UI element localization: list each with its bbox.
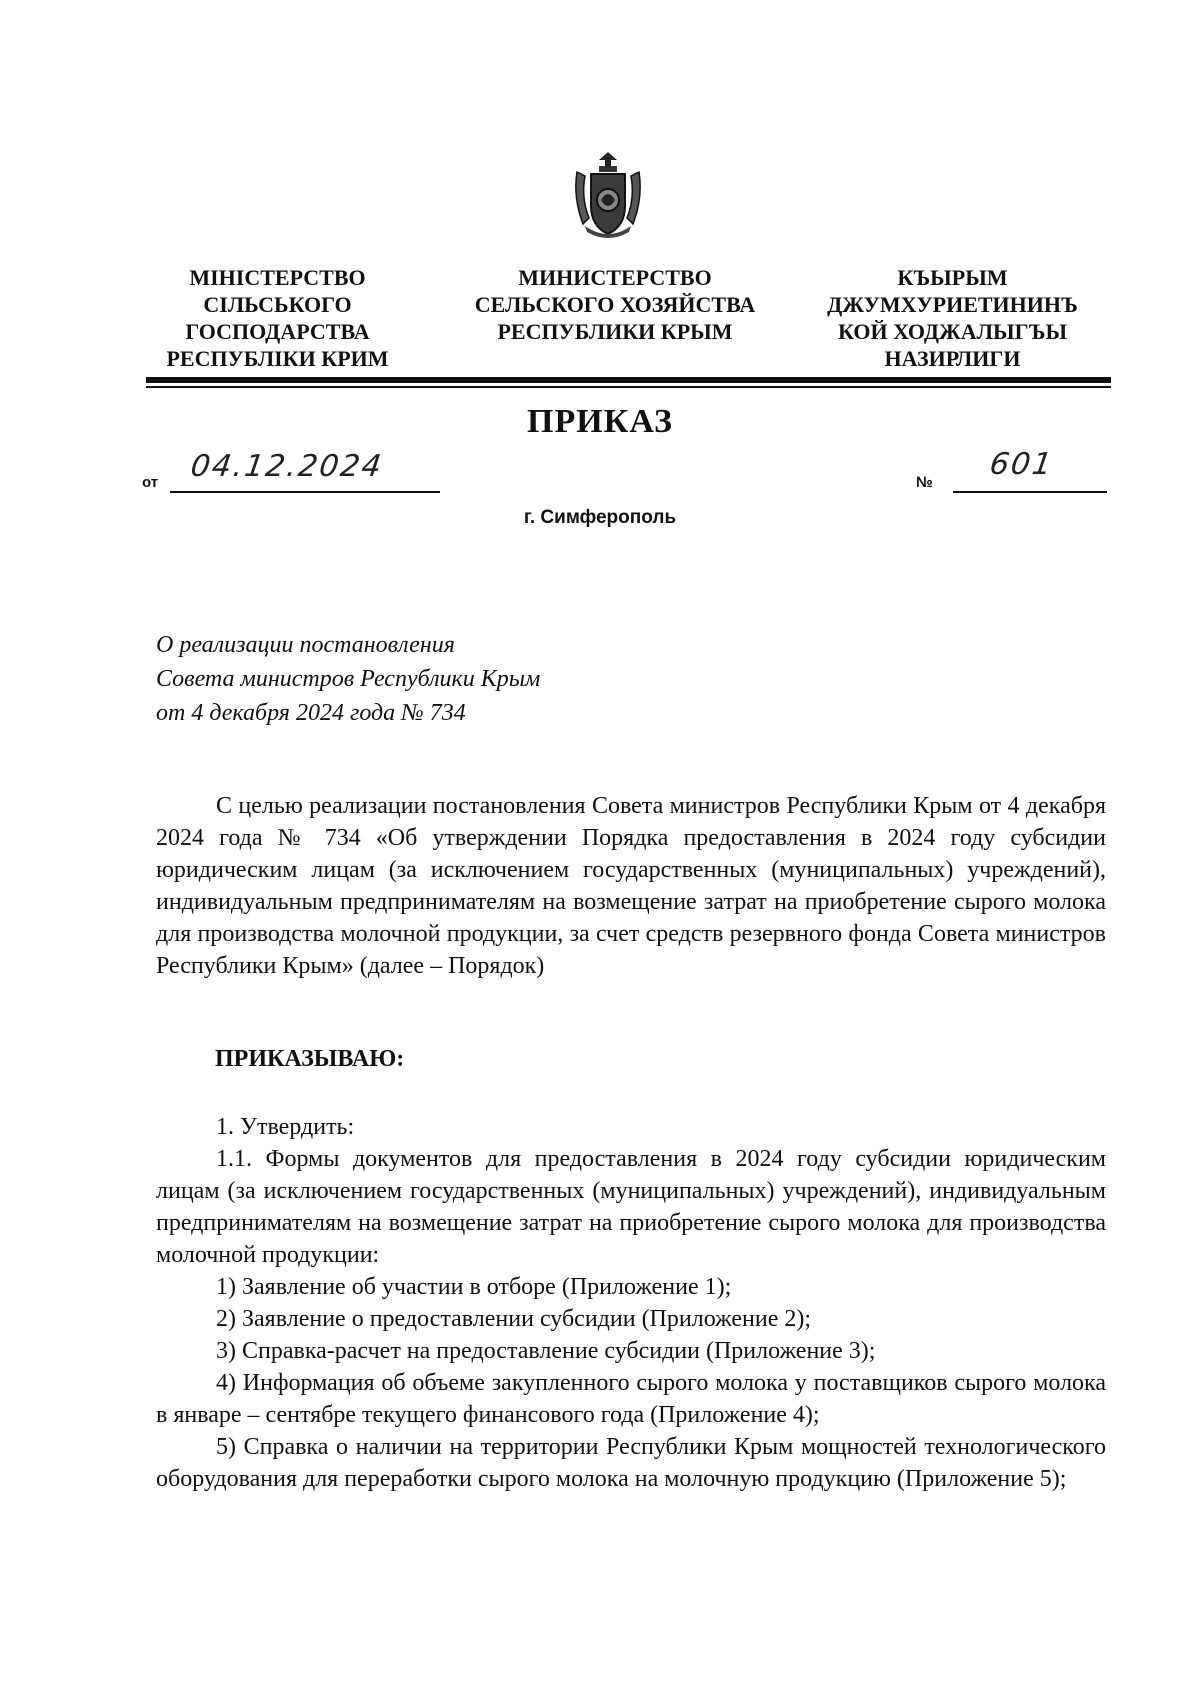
list-item: 1.1. Формы документов для предоставления в 2024 году субсидии юридическим лицам (за исключением государственных (муниципальных) учреждений), индивидуальным предпринимателям на возмещение затрат на приобретение сырого молока для производства молочной продукции: [156,1146,1106,1268]
list-item: 3) Справка-расчет на предоставление субсидии (Приложение 3); [216,1338,876,1364]
ministry-header [150,264,1105,374]
ministry-name-russian: МИНИСТЕРСТВО СЕЛЬСКОГО ХОЗЯЙСТВА РЕСПУБЛИКИ КРЫМ [474,265,756,344]
number-label: № [916,474,933,491]
ministry-name-crimean-tatar: КЪЫРЫМ ДЖУМХУРИЕТИНИНЪ КОЙ ХОДЖАЛЫГЪЫ НАЗИРЛИГИ [827,265,1078,371]
date-underline [170,491,440,493]
list-item: 5) Справка о наличии на территории Республики Крым мощностей технологического оборудования для переработки сырого молока на молочную продукцию (Приложение 5); [156,1434,1106,1492]
header-divider-thin [146,386,1111,388]
list-item: 1. Утвердить: [216,1114,355,1140]
ministry-name-ukrainian: МІНІСТЕРСТВО СІЛЬСЬКОГО ГОСПОДАРСТВА РЕСПУБЛІКИ КРИМ [166,265,389,371]
preamble-paragraph: С целью реализации постановления Совета министров Республики Крым от 4 декабря 2024 года № 734 «Об утверждении Порядка предоставления в 2024 году субсидии юридическим лицам (за исключением государственных (муниципальных) учреждений), индивидуальным предпринимателям на возмещение затрат на приобретение сырого молока для производства молочной продукции, за счет средств резервного фонда Совета министров Республики Крым» (далее – Порядок) [156,793,1106,979]
handwritten-date: 04.12.2024 [188,449,386,484]
order-points [156,1111,1106,1495]
number-underline [953,491,1107,493]
order-subject: О реализации постановления Совета министров Республики Крым от 4 декабря 2024 года № 734 [156,632,541,726]
header-divider-thick [146,377,1111,383]
handwritten-number: 601 [987,447,1056,482]
coat-of-arms-icon [571,148,645,240]
list-item: 2) Заявление о предоставлении субсидии (Приложение 2); [216,1306,812,1332]
city-name: г. Симферополь [523,507,677,528]
list-item: 4) Информация об объеме закупленного сырого молока у поставщиков сырого молока в январе – сентябре текущего финансового года (Приложение 4); [156,1370,1106,1428]
date-label: от [142,474,159,491]
order-directive-heading: ПРИКАЗЫВАЮ: [215,1046,405,1072]
preamble-section [156,790,1106,982]
document-type-title: ПРИКАЗ [527,403,673,440]
list-item: 1) Заявление об участии в отборе (Приложение 1); [216,1274,732,1300]
